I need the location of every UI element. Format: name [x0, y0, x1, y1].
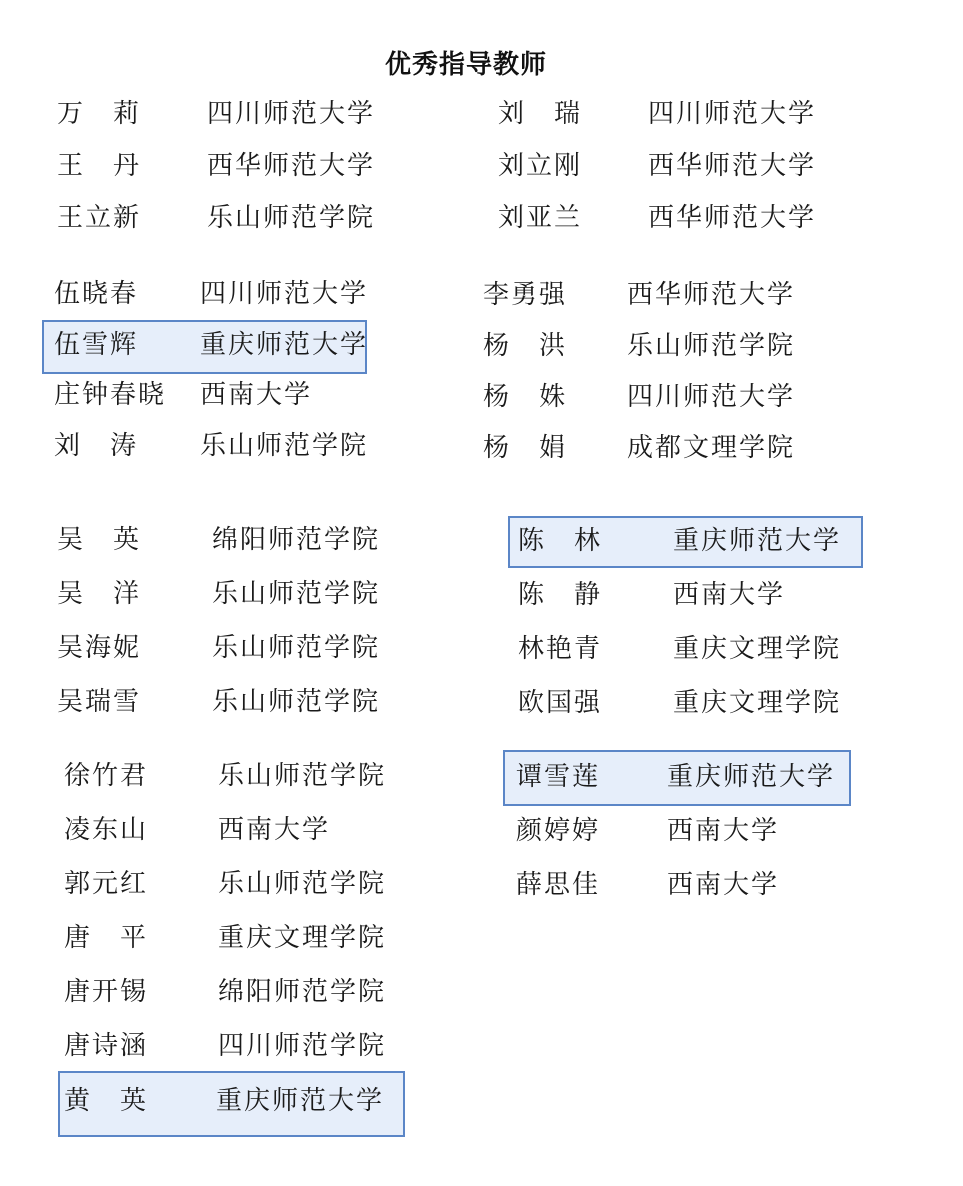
teacher-name: 庄钟春晓 [54, 380, 167, 410]
teacher-name: 吴 英 [57, 525, 142, 555]
teacher-name: 吴 洋 [57, 579, 142, 609]
teacher-name: 林艳青 [518, 634, 603, 664]
teacher-name: 陈 林 [518, 526, 603, 556]
teacher-name: 万 莉 [57, 99, 142, 129]
teacher-name: 谭雪莲 [516, 762, 601, 792]
teacher-name: 李勇强 [483, 280, 568, 310]
teacher-name: 颜婷婷 [516, 816, 601, 846]
school-name: 重庆师范大学 [673, 526, 842, 556]
school-name: 西南大学 [673, 580, 786, 610]
teacher-name: 唐开锡 [64, 977, 149, 1007]
school-name: 乐山师范学院 [627, 331, 796, 361]
teacher-name: 陈 静 [518, 580, 603, 610]
school-name: 乐山师范学院 [200, 431, 369, 461]
school-name: 四川师范大学 [200, 279, 369, 309]
school-name: 乐山师范学院 [207, 203, 376, 233]
teacher-name: 伍雪辉 [54, 330, 139, 360]
teacher-name: 唐诗涵 [64, 1031, 149, 1061]
teacher-name: 杨 娟 [483, 433, 568, 463]
school-name: 四川师范大学 [627, 382, 796, 412]
teacher-name: 杨 洪 [483, 331, 568, 361]
school-name: 乐山师范学院 [212, 633, 381, 663]
school-name: 绵阳师范学院 [212, 525, 381, 555]
school-name: 乐山师范学院 [218, 869, 387, 899]
teacher-name: 刘立刚 [498, 151, 583, 181]
school-name: 西南大学 [200, 380, 313, 410]
school-name: 乐山师范学院 [212, 579, 381, 609]
teacher-name: 黄 英 [64, 1086, 149, 1116]
teacher-name: 吴海妮 [57, 633, 142, 663]
school-name: 乐山师范学院 [212, 687, 381, 717]
teacher-name: 刘 涛 [54, 431, 139, 461]
school-name: 西华师范大学 [648, 203, 817, 233]
teacher-name: 伍晓春 [54, 279, 139, 309]
school-name: 西华师范大学 [207, 151, 376, 181]
school-name: 乐山师范学院 [218, 761, 387, 791]
teacher-name: 欧国强 [518, 688, 603, 718]
school-name: 西华师范大学 [627, 280, 796, 310]
school-name: 成都文理学院 [627, 433, 796, 463]
teacher-name: 王立新 [57, 203, 142, 233]
school-name: 重庆文理学院 [673, 634, 842, 664]
teacher-name: 杨 姝 [483, 382, 568, 412]
teacher-name: 徐竹君 [64, 761, 149, 791]
school-name: 重庆师范大学 [200, 330, 369, 360]
school-name: 西南大学 [218, 815, 331, 845]
school-name: 重庆文理学院 [673, 688, 842, 718]
teacher-name: 凌东山 [64, 815, 149, 845]
school-name: 西南大学 [667, 870, 780, 900]
school-name: 四川师范大学 [648, 99, 817, 129]
school-name: 重庆师范大学 [216, 1086, 385, 1116]
school-name: 西南大学 [667, 816, 780, 846]
teacher-name: 王 丹 [57, 151, 142, 181]
school-name: 四川师范学院 [218, 1031, 387, 1061]
school-name: 绵阳师范学院 [218, 977, 387, 1007]
teacher-name: 薛思佳 [516, 870, 601, 900]
teacher-name: 吴瑞雪 [57, 687, 142, 717]
teacher-name: 唐 平 [64, 923, 149, 953]
school-name: 四川师范大学 [207, 99, 376, 129]
teacher-name: 刘亚兰 [498, 203, 583, 233]
teacher-name: 郭元红 [64, 869, 149, 899]
school-name: 西华师范大学 [648, 151, 817, 181]
teacher-name: 刘 瑞 [498, 99, 583, 129]
page-title: 优秀指导教师 [384, 50, 547, 80]
school-name: 重庆师范大学 [667, 762, 836, 792]
school-name: 重庆文理学院 [218, 923, 387, 953]
